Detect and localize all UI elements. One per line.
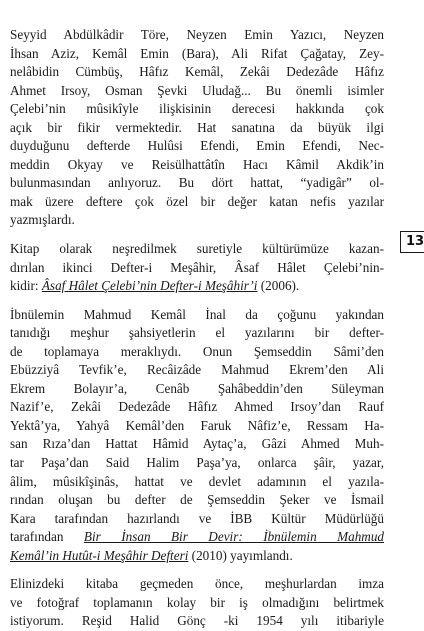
paragraph-1	[10, 26, 384, 230]
book-title: Kemâl’in Hutût-i Meşâhir Defteri	[10, 547, 189, 563]
text-line: tanıdığı meşhur şahsiyetlerin el yazılarını bir defter-	[10, 325, 384, 341]
text-line: Kitap olarak neşredilmek suretiyle kültürümüze kazan-	[10, 241, 384, 257]
text-line: Kara tarafından hazırlandı ve İBB Kültür Müdürlüğü	[10, 510, 384, 526]
text-line: mak üzere deftere çok özel bir değer katan nefis yazılar	[10, 193, 384, 209]
text-fragment: kidir:	[10, 278, 42, 294]
text-line: Yektâ’ya, Yahyâ Kemâl’den Faruk Nâfiz’e, Ressam Ha-	[10, 417, 384, 433]
text-line: açık bir fikir vermektedir. Hat sanatına da büyük ilgi	[10, 119, 384, 135]
text-line: Ebüzziyâ Tevfik’e, Recâizâde Mahmud Ekrem’den Ali	[10, 362, 384, 378]
text-line: İbnülemin Mahmud Kemâl İnal da çoğunu yakından	[10, 306, 384, 322]
text-line: rından oluşan bu defter de Şemseddin Şeker ve İsmail	[10, 492, 384, 508]
text-line: yazmışlardı.	[10, 212, 75, 228]
text-line: dırılan ikinci Defter-i Meşâhir, Âsaf Hâlet Çelebi’nin-	[10, 259, 384, 275]
book-title: Bir İnsan Bir Devir: İbnülemin Mahmud	[83, 529, 385, 545]
paragraph-gap	[10, 296, 384, 306]
text-line: Elinizdeki kitaba geçmeden önce, meşhurlardan imza	[10, 576, 384, 592]
paragraph-3	[10, 306, 384, 566]
text-line: İhsan Aziz, Kemâl Emin (Bara), Ali Rifat Çağatay, Zey-	[10, 45, 384, 61]
text-fragment: (2006).	[257, 278, 300, 294]
text-line: Ekrem Bolayır’a, Cenâb Şahâbeddin’den Süleyman	[10, 380, 384, 396]
page-number: 13	[406, 234, 424, 249]
text-line: san Rıza’dan Hattat Hâmid Aytaç’a, Gâzi Ahmed Muh-	[10, 436, 384, 452]
text-fragment: tarafından	[10, 529, 84, 545]
text-line: nelâbidin Cümbüş, Hâfız Kemâl, Zekâi Dedezâde Hâfız	[10, 64, 384, 80]
text-line	[10, 547, 384, 566]
paragraph-gap	[10, 230, 384, 240]
text-line: bulunmasından anlıyoruz. Bu dört hattat, “yadigâr” ol-	[10, 175, 384, 191]
text-line: Nazif’e, Zekâi Dedezâde Hâfız Ahmed Irsoy’dan Rauf	[10, 399, 384, 415]
paragraph-gap	[10, 565, 384, 575]
text-line: istiyorum. Reşid Halid Gönç -ki 1954 yılı itibariyle	[10, 613, 384, 629]
text-line: Çelebi’nin mûsikîyle ilişkisinin derecesi hakkında çok	[10, 101, 384, 117]
text-line	[10, 277, 384, 296]
body-text	[10, 26, 384, 631]
text-line: tar Paşa’dan Said Halim Paşa’ya, onlarca şâir, yazar,	[10, 455, 384, 471]
text-line: Seyyid Abdülkâdir Töre, Neyzen Emin Yazıcı, Neyzen	[10, 27, 384, 42]
paragraph-4	[10, 575, 384, 631]
text-fragment: (2010) yayımlandı.	[188, 547, 293, 563]
text-line	[10, 528, 384, 547]
paragraph-2	[10, 240, 384, 296]
text-line: ve fotoğraf toplamanın kolay bir iş olmadığını belirtmek	[10, 594, 384, 610]
book-title: Âsaf Hâlet Çelebi’nin Defter-i Meşâhir’i	[41, 278, 258, 294]
text-line: Ahmet Irsoy, Osman Şevki Uludağ... Bu önemli isimler	[10, 82, 384, 98]
text-line: de toplamaya meraklıydı. Onun Şemseddin Sâmi’den	[10, 343, 384, 359]
text-line: duyduğunu defterde Hulûsi Efendi, Emin Efendi, Nec-	[10, 138, 384, 154]
text-line: meddin Okyay ve Reisülhattâtîn Hacı Kâmil Akdik’in	[10, 156, 384, 172]
text-line: âlim, mûsikîşinâs, hattat ve devlet adamının el yazıla-	[10, 473, 384, 489]
